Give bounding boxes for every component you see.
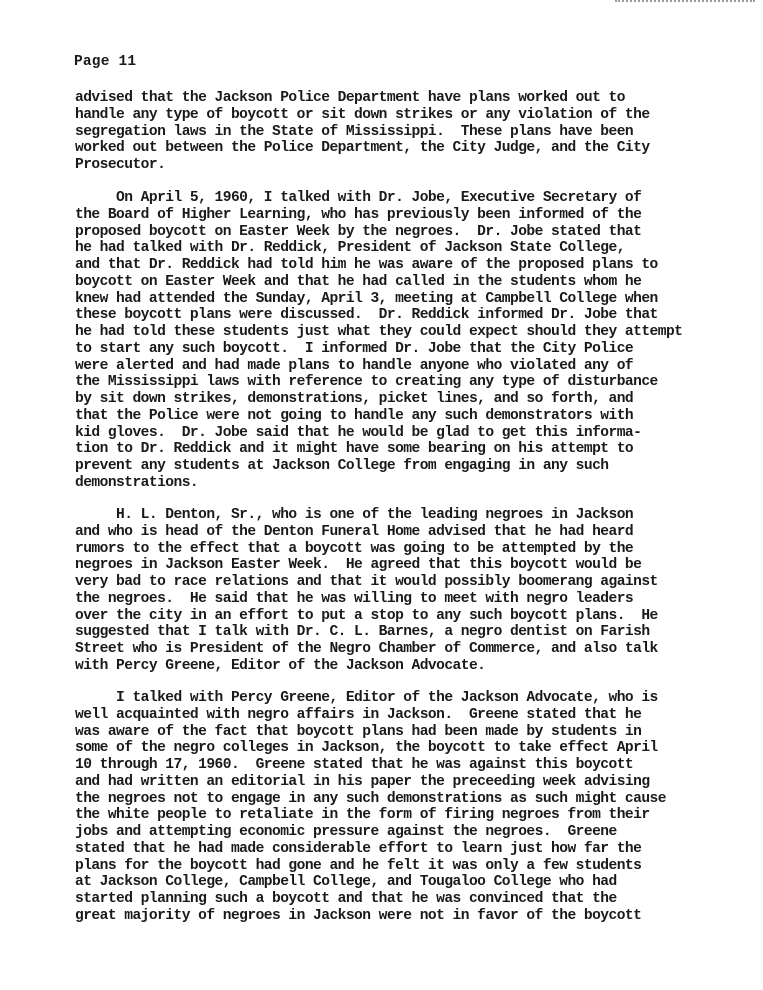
text-line: well acquainted with negro affairs in Jackson. Greene stated that he [75, 706, 642, 723]
text-line: he had told these students just what they could expect should they attempt [75, 324, 683, 340]
text-line: prevent any students at Jackson College from engaging in any such [75, 458, 609, 474]
text-line: plans for the boycott had gone and he felt it was only a few students [75, 857, 642, 874]
text-line: advised that the Jackson Police Department have plans worked out to [75, 90, 625, 106]
text-line: the negroes. He said that he was willing to meet with negro leaders [75, 590, 634, 607]
text-line: jobs and attempting economic pressure against the negroes. Greene [75, 824, 617, 840]
text-line: segregation laws in the State of Mississippi. These plans have been [75, 123, 634, 140]
text-line: Street who is President of the Negro Chamber of Commerce, and also talk [75, 641, 658, 657]
text-line: and had written an editorial in his paper the preceeding week advising [75, 773, 650, 790]
text-line: H. L. Denton, Sr., who is one of the leading negroes in Jackson [75, 507, 634, 523]
text-line: very bad to race relations and that it would possibly boomerang against [75, 574, 658, 590]
text-line: started planning such a boycott and that he was convinced that the [75, 891, 617, 907]
text-line: suggested that I talk with Dr. C. L. Barnes, a negro dentist on Farish [75, 624, 650, 641]
text-line: tion to Dr. Reddick and it might have some bearing on his attempt to [75, 441, 634, 458]
text-line: to start any such boycott. I informed Dr. Jobe that the City Police [75, 340, 634, 357]
text-line: over the city in an effort to put a stop to any such boycott plans. He [75, 607, 658, 624]
text-line: was aware of the fact that boycott plans had been made by students in [75, 723, 642, 740]
text-line: and who is head of the Denton Funeral Home advised that he had heard [75, 523, 634, 540]
text-line: On April 5, 1960, I talked with Dr. Jobe, Executive Secretary of [75, 190, 642, 206]
text-line: the negroes not to engage in any such demonstrations as such might cause [75, 790, 666, 807]
text-line: the Mississippi laws with reference to creating any type of disturbance [75, 374, 658, 391]
text-line: negroes in Jackson Easter Week. He agreed that this boycott would be [75, 557, 642, 574]
text-line: demonstrations. [75, 474, 199, 491]
text-line: handle any type of boycott or sit down strikes or any violation of the [75, 106, 650, 123]
text-line: rumors to the effect that a boycott was going to be attempted by the [75, 540, 634, 557]
text-line: knew had attended the Sunday, April 3, meeting at Campbell College when [75, 290, 658, 307]
text-line: boycott on Easter Week and that he had called in the students whom he [75, 273, 642, 290]
text-line: with Percy Greene, Editor of the Jackson Advocate. [75, 657, 486, 674]
text-line: these boycott plans were discussed. Dr. Reddick informed Dr. Jobe that [75, 307, 658, 324]
text-line: that the Police were not going to handle any such demonstrators with [75, 407, 634, 424]
text-line: I talked with Percy Greene, Editor of the Jackson Advocate, who is [75, 690, 658, 706]
text-line: by sit down strikes, demonstrations, picket lines, and so forth, and [75, 391, 634, 407]
text-line: were alerted and had made plans to handle anyone who violated any of [75, 357, 634, 374]
text-line: proposed boycott on Easter Week by the negroes. Dr. Jobe stated that [75, 223, 642, 240]
text-line: he had talked with Dr. Reddick, President of Jackson State College, [75, 240, 625, 257]
text-line: great majority of negroes in Jackson were not in favor of the boycott [75, 907, 642, 924]
text-line: 10 through 17, 1960. Greene stated that he was against this boycott [75, 757, 634, 773]
page-number: Page 11 [74, 54, 137, 70]
text-line: the white people to retaliate in the form of firing negroes from their [75, 807, 650, 824]
text-line: stated that he had made considerable effort to learn just how far the [75, 840, 642, 857]
scan-edge-mark [615, 0, 755, 4]
text-line: and that Dr. Reddick had told him he was aware of the proposed plans to [75, 257, 658, 273]
text-line: some of the negro colleges in Jackson, the boycott to take effect April [75, 740, 658, 757]
text-line: Prosecutor. [75, 157, 166, 173]
text-line: worked out between the Police Department, the City Judge, and the City [75, 140, 650, 157]
text-line: at Jackson College, Campbell College, and Tougaloo College who had [75, 874, 617, 891]
text-line: the Board of Higher Learning, who has previously been informed of the [75, 206, 642, 223]
text-line: kid gloves. Dr. Jobe said that he would be glad to get this informa- [75, 424, 642, 441]
